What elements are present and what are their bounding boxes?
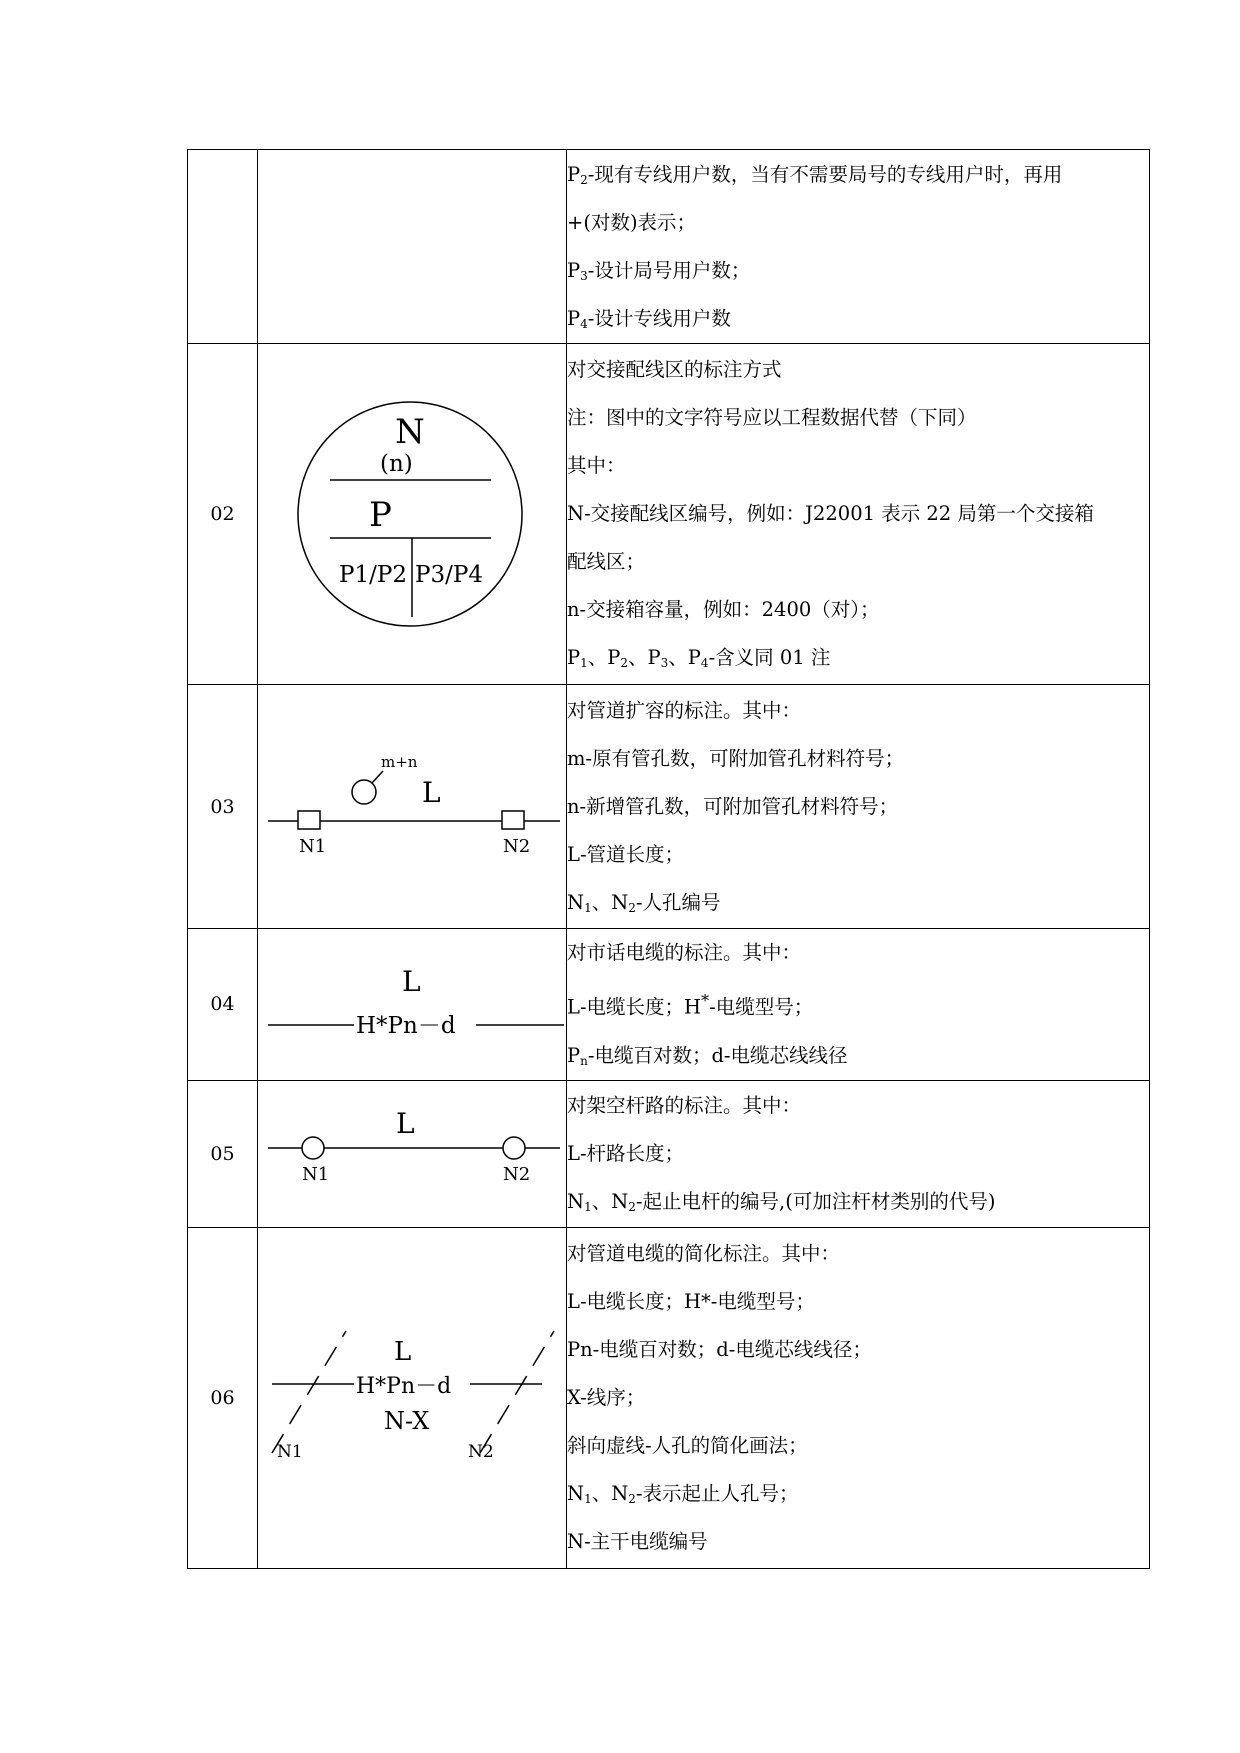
table-row: [188, 1080, 1150, 1227]
row-description: [567, 150, 1150, 344]
row-code: 06: [188, 1227, 258, 1568]
pole-circle-n1: [302, 1137, 324, 1159]
row-description: [567, 344, 1150, 685]
table-row: [188, 929, 1150, 1081]
description-line: 对架空杆路的标注。其中：: [567, 1093, 802, 1117]
label-n2: N2: [503, 1163, 531, 1185]
description-line: n-新增管孔数，可附加管孔材料符号；: [567, 794, 899, 818]
description-line: $P_4-$设计专线用户数: [567, 306, 731, 331]
manhole-dash-n1: [272, 1331, 346, 1453]
duct-cable-simplified-figure: [258, 1227, 567, 1568]
row-code: 03: [188, 685, 258, 929]
description-line: 对管道扩容的标注。其中：: [567, 698, 802, 722]
description-line: 对交接配线区的标注方式: [567, 358, 782, 381]
description-line: Pn-电缆百对数；d-电缆芯线线径；: [567, 1337, 872, 1361]
table-row: [188, 344, 1150, 685]
description-line: $P_2-$现有专线用户数，当有不需要局号的专线用户时，再用: [567, 162, 1063, 187]
label-n1: N1: [299, 836, 327, 857]
label-l: L: [402, 965, 421, 999]
description-line: L-杆路长度；: [567, 1141, 685, 1165]
label-p: P: [369, 495, 392, 535]
label-l: L: [396, 1106, 415, 1140]
label-n-upper: N: [395, 412, 425, 452]
description-line: $N_1$、$N_2-$人孔编号: [567, 890, 721, 915]
pole-circle-n2: [503, 1137, 525, 1159]
description-line: N-交接配线区编号，例如：J22001 表示 22 局第一个交接箱: [567, 502, 1094, 525]
label-l: L: [394, 1336, 412, 1367]
description-line: +(对数)表示；: [567, 210, 697, 234]
label-cable-spec: H*Pn－d: [356, 1013, 456, 1040]
description-line: m-原有管孔数，可附加管孔材料符号；: [567, 746, 905, 770]
row-code: 05: [188, 1080, 258, 1227]
description-line: $P_1$、$P_2$、$P_3$、$P_4-$含义同 01 注: [567, 646, 831, 670]
city-cable-figure: [258, 929, 567, 1081]
description-line: X-线序；: [567, 1385, 646, 1409]
description-line: 配线区；: [567, 550, 646, 573]
label-l: L: [422, 776, 441, 809]
label-m-plus-n: m+n: [381, 753, 418, 771]
table-row: [188, 685, 1150, 929]
row-description: [567, 1080, 1150, 1227]
label-cable-spec: H*Pn－d: [356, 1373, 452, 1399]
row-description: [567, 1227, 1150, 1568]
description-line: N-主干电缆编号: [567, 1529, 708, 1553]
row-figure-empty: [258, 150, 567, 344]
label-p3p4: P3/P4: [415, 562, 483, 588]
label-n2: N2: [503, 836, 531, 857]
row-description: [567, 685, 1150, 929]
table-row: [188, 1227, 1150, 1568]
description-line: L-电缆长度；H*-电缆型号；: [567, 991, 814, 1019]
manhole-dash-n2: [480, 1331, 554, 1453]
symbol-table: [187, 149, 1150, 1569]
description-line: 对管道电缆的简化标注。其中：: [567, 1241, 841, 1265]
description-line: 其中：: [567, 454, 626, 477]
description-line: $P_n-$电缆百对数；d-电缆芯线线径: [567, 1043, 848, 1068]
description-line: L-电缆长度；H*-电缆型号；: [567, 1289, 815, 1313]
label-n1: N1: [277, 1441, 303, 1462]
label-n2: N2: [468, 1441, 494, 1462]
duct-hole-circle: [352, 780, 376, 804]
row-code: [188, 150, 258, 344]
manhole-box-n2: [502, 811, 524, 829]
duct-expansion-figure: [258, 685, 567, 929]
label-n-x: N-X: [384, 1406, 430, 1435]
table-row: [188, 150, 1150, 344]
description-line: $P_3-$设计局号用户数；: [567, 258, 751, 283]
cross-connect-area-figure: [258, 344, 567, 685]
row-description: [567, 929, 1150, 1081]
label-p1p2: P1/P2: [339, 562, 407, 588]
description-line: $N_1$、$N_2-$表示起止人孔号；: [567, 1481, 799, 1506]
description-line: 对市话电缆的标注。其中：: [567, 941, 802, 964]
description-line: 注：图中的文字符号应以工程数据代替（下同）: [567, 406, 977, 429]
description-line: L-管道长度；: [567, 842, 685, 866]
aerial-pole-line-figure: [258, 1080, 567, 1227]
manhole-box-n1: [298, 811, 320, 829]
description-line: $N_1$、$N_2-$起止电杆的编号,(可加注杆材类别的代号): [567, 1189, 996, 1214]
description-line: 斜向虚线-人孔的简化画法；: [567, 1433, 808, 1457]
label-n1: N1: [302, 1163, 330, 1185]
label-n-lower: (n): [380, 451, 413, 477]
description-line: n-交接箱容量，例如：2400（对）；: [567, 598, 880, 621]
row-code: 04: [188, 929, 258, 1081]
leader-line: [372, 771, 383, 783]
row-code: 02: [188, 344, 258, 685]
